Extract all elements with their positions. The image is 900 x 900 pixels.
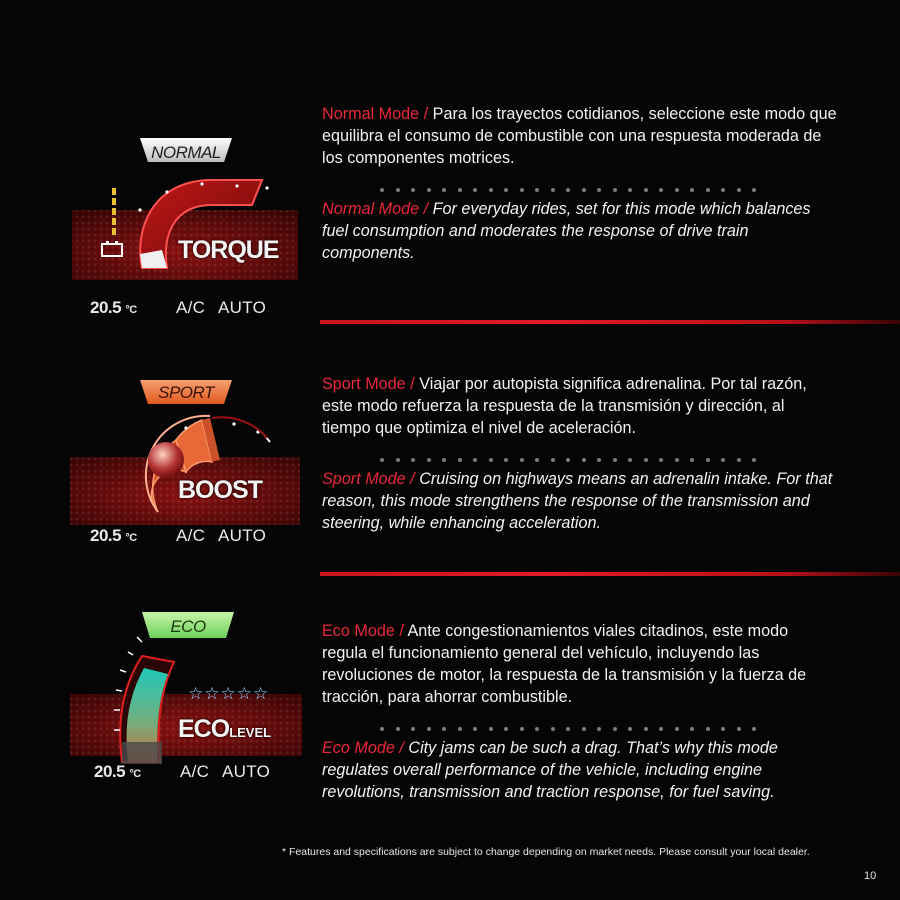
eco-label-sub: LEVEL (229, 725, 272, 740)
ac-label: A/C (180, 762, 210, 781)
temperature-value: 20.5 °C (90, 298, 137, 317)
dotted-separator (380, 717, 837, 727)
eco-mode-text-es: Eco Mode / Ante congestionamientos viales citadinos, este modo regula el funcionamiento general del vehículo, incluyendo las revoluciones de motor, la respuesta de la transmisión y la fuerza de tracción, para ahorrar combustible. (322, 622, 807, 706)
eco-level-label (178, 715, 271, 744)
normal-mode-text-en: Normal Mode / For everyday rides, set for this mode which balances fuel consumption and moderates the response of drive train components. (322, 200, 811, 262)
eco-mode-text-en: Eco Mode / City jams can be such a drag. That’s why this mode regulates overall performance of the vehicle, including engine revolutions, transmission and traction response, for fuel saving. (322, 739, 778, 801)
page-number: 10 (864, 870, 877, 882)
normal-mode-tab: NORMAL (151, 143, 221, 162)
section-divider (320, 572, 900, 576)
eco-mode-description (322, 620, 837, 803)
sport-mode-tab: SPORT (158, 383, 214, 402)
sport-mode-text-es: Sport Mode / Viajar por autopista significa adrenalina. Por tal razón, este modo refuerza la respuesta de la transmisión y dirección, al tiempo que optimiza el nivel de aceleración. (322, 375, 807, 437)
temperature-unit: °C (125, 532, 137, 544)
eco-label-main: ECO (178, 715, 230, 743)
sport-mode-description (322, 373, 837, 534)
auto-label: AUTO (218, 298, 267, 317)
sport-mode-text-en: Sport Mode / Cruising on highways means an adrenalin intake. For that reason, this mode strengthens the response of the transmission and steering, while enhancing acceleration. (322, 470, 833, 532)
dotted-separator (380, 448, 837, 458)
eco-mode-tab: ECO (170, 617, 206, 636)
normal-mode-display (62, 130, 302, 320)
normal-mode-description (322, 103, 837, 264)
normal-mode-text-es: Normal Mode / Para los trayectos cotidianos, seleccione este modo que equilibra el consumo de combustible con una respuesta moderada de los componentes motrices. (322, 105, 837, 167)
section-divider (320, 320, 900, 324)
footnote: * Features and specifications are subject to change depending on market needs. Please consult your local dealer. (282, 846, 810, 858)
dotted-separator (380, 178, 837, 188)
temperature-value: 20.5 °C (94, 762, 141, 781)
eco-level-stars: ☆☆☆☆☆ (188, 684, 270, 703)
eco-mode-display (62, 612, 302, 802)
ac-label: A/C (176, 298, 206, 317)
sport-mode-display (62, 372, 302, 562)
temperature-value: 20.5 °C (90, 526, 137, 545)
ac-label: A/C (176, 526, 206, 545)
temperature-unit: °C (129, 768, 141, 780)
torque-label: TORQUE (178, 236, 279, 264)
auto-label: AUTO (218, 526, 267, 545)
temperature-unit: °C (125, 304, 137, 316)
boost-label: BOOST (178, 476, 262, 504)
auto-label: AUTO (222, 762, 271, 781)
